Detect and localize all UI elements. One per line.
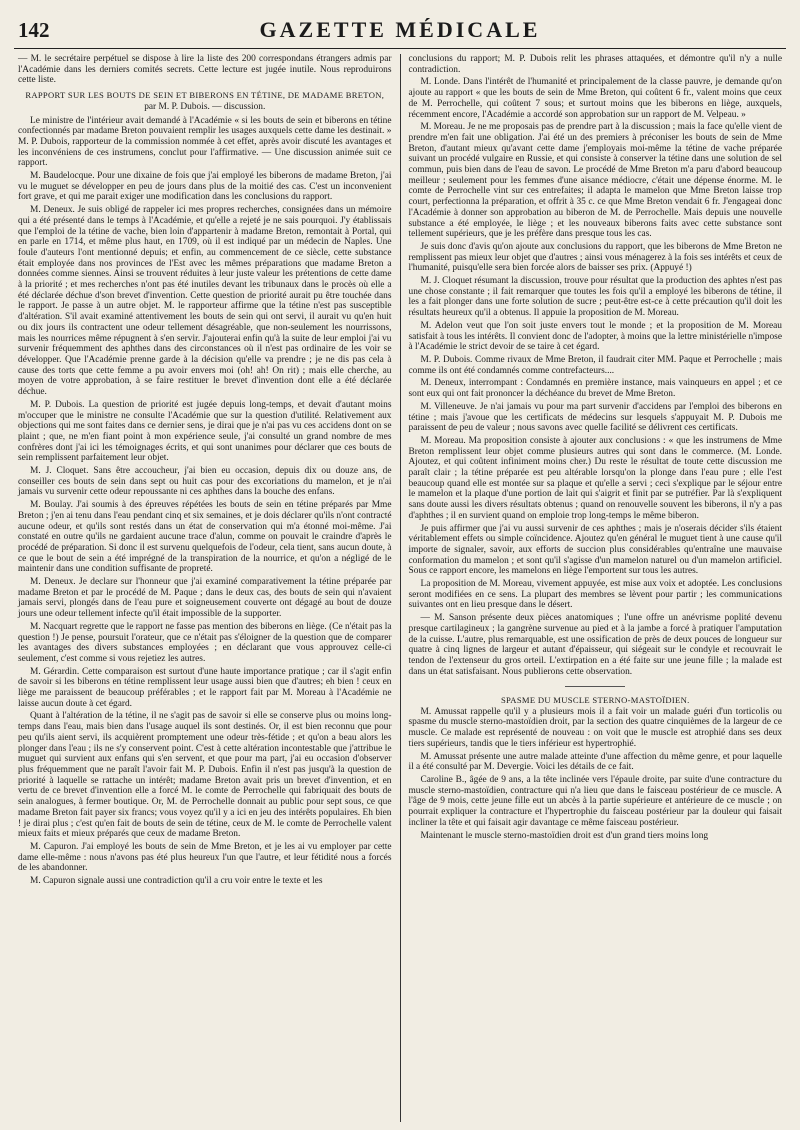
paragraph: Quant à l'altération de la tétine, il ne s'agit pas de savoir si elle se conserve plus ou moins long-temps dans l'eau, mais bien dans l'usage auquel ils sont destinés. Or, il est bien reconnu que pour peu qu'ils aient servi, ils acquièrent promptement une odeur très-fétide ; et qu'on a beau alors les plonger dans l'eau ; ils ne s'y conservent point. C'est à cette altération incontestable que j'attribue le muguet qui survient aux enfans qui s'en servent, et que pour ma part, j'ai eu occasion d'observer plus fréquemment que ne paraît l'avoir fait M. P. Dubois. Enfin il n'est pas jusqu'à la question de priorité à laquelle se rattache un intérêt; madame Breton avait pris un brevet d'invention, et en vertu de ce brevet d'invention elle a forcé M. le comte de Perrochelle qui fabriquait des bouts de sein analogues, à fermer boutique. Or, M. de Perrochelle donnait au public pour sept sous, ce que madame Breton fait payer six francs; vous voyez qu'il y a ici en jeu des intérêts populaires. Eh bien ! je dirai plus ; c'est qu'en fait de bouts de sein de tétine, ceux de M. le comte de Perrochelle valent mieux faits et mieux préparés que ceux de madame Breton. [18,711,392,840]
paragraph: M. P. Dubois. Comme rivaux de Mme Breton, il faudrait citer MM. Paque et Perrochelle ; mais comme ils ont été condamnés comme contrefacteurs.... [408,354,782,376]
paragraph: M. Villeneuve. Je n'ai jamais vu pour ma part survenir d'accidens par l'emploi des biberons en tétine ; mais j'avoue que les certificats de médecins sur lesquels s'appuyait M. P. Dubois me paraissent de peu de valeur ; nous savons avec quelle facilité se délivrent ces certificats. [408,401,782,434]
paragraph: M. Londe. Dans l'intérêt de l'humanité et principalement de la classe pauvre, je demande qu'on ajoute au rapport « que les bouts de sein de Mme Breton, qui coûtent 6 fr., valent moins que ceux de M. Perrochelle, qui coûtent 7 sous; et surtout moins que les biberons en liège, auxquels, récemment encore, l'Académie a accordé son approbation sur un rapport de M. Velpeau. » [408,77,782,120]
paragraph: Le ministre de l'intérieur avait demandé à l'Académie « si les bouts de sein et biberons en tétine confectionnés par madame Breton pouvaient remplir les usages auxquels cette dame les destinait. » M. P. Dubois, rapporteur de la commission nommée à cet effet, après avoir discuté les avantages et les inconvéniens de ces instrumens, conclut pour l'affirmative. — Une discussion animée suit ce rapport. [18,115,392,169]
paragraph: M. Amussat présente une autre malade atteinte d'une affection du même genre, et pour laquelle il a été consulté par M. Devergie. Voici les détails de ce fait. [408,751,782,773]
paragraph: M. Capuron. J'ai employé les bouts de sein de Mme Breton, et je les ai vu employer par cette dame elle-même : nous n'avons pas été plus heureux l'un que l'autre, et leur fétidité nous a forcés de les abandonner. [18,841,392,874]
paragraph: M. Gérardin. Cette comparaison est surtout d'une haute importance pratique ; car il s'agit enfin de savoir si les biberons en tétine remplissent leur usage aussi bien que d'autres; eh bien ! ceux en liège me paraissent de beaucoup préférables ; et le rapport fait par M. Moreau à l'Académie ne laisse aucun doute à cet égard. [18,666,392,709]
paragraph: M. Nacquart regrette que le rapport ne fasse pas mention des biberons en liège. (Ce n'était pas la question !) Je pense, poursuit l'orateur, que ce n'était pas s'éloigner de la question que de comparer les avantages des divers substances employées ; en déclarant que vous approuvez celle-ci seulement, c'est comme si vous rejetiez les autres. [18,621,392,664]
spasm-section-heading: SPASME DU MUSCLE STERNO-MASTOÏDIEN. [500,695,690,706]
paragraph: conclusions du rapport; M. P. Dubois relit les phrases attaquées, et démontre qu'il n'y a nulle contradiction. [408,54,782,75]
paragraph: M. Adelon veut que l'on soit juste envers tout le monde ; et la proposition de M. Moreau satisfait à tous les intérêts. Il convient donc de l'adopter, à moins que la lettre ministérielle n'impose à l'Académie le strict devoir de se taire à cet égard. [408,320,782,353]
paragraph: M. P. Dubois. La question de priorité est jugée depuis long-temps, et devait d'autant moins m'occuper que le ministre ne consulte l'Académie que sur la question d'utilité. Relativement aux objections qui me sont faites dans ce dernier sens, je dirai que je n'ai pas vu ces accidens dont on se plaint ; que, ne m'en fiant point à mon expérience seule, j'ai consulté un grand nombre de mes confrères dont j'ai ici les témoignages écrits, et qui sont unanimes pour déclarer que ces bouts de sein remplissent parfaitement leur objet. [18,399,392,464]
section-divider [409,680,783,691]
paragraph: — M. Sanson présente deux pièces anatomiques ; l'une offre un anévrisme poplité devenu presque cartilagineux ; la gangrène survenue au pied et à la jambe a forcé à pratiquer l'amputation de la cuisse. L'autre, plus remarquable, est une ossification de près de deux pouces de longueur sur quatre à cinq lignes de largeur et autant d'épaisseur, qui siégeait sur le condyle et recouvrait le tendon de l'extenseur du gros orteil. L'extirpation en a été faite sur une jeune fille ; la malade est dans un état satisfaisant. Nous publierons cette observation. [408,613,782,677]
paragraph: M. J. Cloquet. Sans être accoucheur, j'ai bien eu occasion, depuis dix ou douze ans, de conseiller ces bouts de sein dans sept ou huit cas pour des excoriations du mamelon, et je n'ai jamais vu survenir cette odeur repoussante ni ces aphthes dans la bouche des enfans. [18,466,392,498]
paragraph: M. Amussat rappelle qu'il y a plusieurs mois il a fait voir un malade guéri d'un torticolis ou spasme du muscle sterno-mastoïdien droit, par la section des quatre cinquièmes de la largeur de ce muscle. Ce malade est représenté de nouveau : on voit que le muscle est atrophié dans ses deux tiers supérieurs, tandis que le tiers inférieur est hypertrophié. [408,706,782,749]
left-column [14,54,401,1122]
paragraph: Je suis donc d'avis qu'on ajoute aux conclusions du rapport, que les biberons de Mme Breton ne remplissent pas mieux leur objet que d'autres ; ainsi vous ménagerez à la fois ses intérêts et ceux de l'humanité, puisqu'elle sera bien forcée alors de baisser ses prix. (Appuyé !) [408,241,782,274]
paragraph: Je puis affirmer que j'ai vu aussi survenir de ces aphthes ; mais je n'oserais décider s'ils étaient véritablement effets ou simple coïncidence. Ajoutez qu'en général le muguet tient à une cause qu'il importe de signaler, savoir, aux efforts de succion plus considérables qu'entraîne une mauvaise conformation du mamelon ; et sont qu'il s'agisse d'un mamelon naturel ou d'un mamelon artificiel. Sous ce rapport encore, les mamelons en liège l'emportent sur tous les autres. [408,523,782,577]
paragraph: M. Deneux. Je suis obligé de rappeler ici mes propres recherches, consignées dans un mémoire qui a été présenté dans le temps à l'Académie, et qu'elle a rejeté je ne sais pourquoi. J'y établissais que l'emploi de la tétine de vache, bien loin d'appartenir à madame Breton, remontait à Portal, qui en parle en 1714, et même plus haut, en 1709, où il est indiqué par un médecin de Naples. Une foule d'auteurs l'ont mentionné depuis; et enfin, au commencement de ce siècle, cette substance était employée dans nos provinces de l'Est avec les mêmes préparations que madame Breton a données comme siennes. Ainsi se trouvent réduites à leur juste valeur les prétentions de cette dame à la priorité ; et mes recherches n'ont pas été inutiles devant les tribunaux dans le procès où elle a été déclarée déchue d'son brevet d'invention. Cette question de priorité aurait pu être touchée dans le rapport. Je passe à un autre objet. M. le rapporteur affirme que la tétine n'est pas susceptible d'altération. S'il avait examiné attentivement les bouts de sein qui ont servi, il aurait vu qu'en huit ou dix jours ils contractent une odeur tellement désagréable, que non-seulement les nourrissons, mais les nourrices même répugnent à s'en servir. J'ajouterai enfin qu'à la suite de leur emploi j'ai vu survenir fréquemment des aphthes dans des circonstances où il n'est pas ordinaire de les voir se développer. Que l'Académie prenne garde à la décision qu'elle va prendre ; je ne dis pas cela à cause des torts que cette femme a pu avoir envers moi (oh! ah! On rit) ; mais elle cherche, au moyen de votre approbation, à se faire restituer le brevet d'invention dont elle a été déclarée déchue. [18,205,392,398]
report-heading: RAPPORT SUR LES BOUTS DE SEIN ET BIBERONS EN TÉTINE, DE MADAME BRETON, [25,90,385,101]
paragraph: M. J. Cloquet résumant la discussion, trouve pour résultat que la production des aphtes n'est pas une chose constante ; il fait remarquer que toutes les fois qu'il a employé les biberons de tétine, il les a fait plonger dans une forte solution de sucre ; peut-être est-ce à cette précaution qu'il doit les résultats heureux qu'il a obtenus. Il appuie la proposition de M. Moreau. [408,276,782,319]
paragraph: M. Moreau. Ma proposition consiste à ajouter aux conclusions : « que les instrumens de Mme Breton remplissent leur objet comme plusieurs autres qui sont dans le commerce. (M. Londe. Ajoutez, et qui coûtent infiniment moins cher.) Du reste le résultat de toute cette discussion me paraît clair ; la tétine préparée est peu altérable lorsqu'on la plonge dans l'eau pure ; elle l'est beaucoup quand elle est montée sur sa plaque et qu'elle a servi ; ceci s'explique par le séjour entre le mamelon et la plaque d'une portion de lait qui s'aigrit et finit par se putréfier. Par là s'expliquent sans doute aussi les divers résultats obtenus ; quand on renouvelle souvent les biberons, il n'y a pas d'aphthes ; il en survient quand on emploie trop long-temps le même biberon. [408,435,782,521]
paragraph: Caroline B., âgée de 9 ans, a la tête inclinée vers l'épaule droite, par suite d'une contracture du muscle sterno-mastoïdien, contracture qui n'a lieu que dans le faisceau postérieur de ce muscle. A l'âge de 9 mois, cette jeune fille eut un abcès à la partie supérieure et antérieure de ce muscle ; on pourrait expliquer la contracture et l'hypertrophie du faisceau postérieur par la douleur qui faisait incliner la tête et qui faisait agir davantage ce même faisceau postérieur. [408,775,782,828]
paragraph: Maintenant le muscle sterno-mastoïdien droit est d'un grand tiers moins long [420,830,709,841]
intro-paragraph: — M. le secrétaire perpétuel se dispose à lire la liste des 200 correspondans étrangers admis par l'Académie dans les derniers comités secrets. Cette lecture est jugée inutile. Nous reproduirons cette liste. [18,54,392,86]
paragraph: M. Deneux, interrompant : Condamnés en première instance, mais vainqueurs en appel ; et ce sont eux qui ont fait prononcer la déchéance du brevet de Mme Breton. [408,378,782,400]
page-number: 142 [18,18,50,42]
journal-title: GAZETTE MÉDICALE [259,17,541,42]
paragraph: M. Deneux. Je declare sur l'honneur que j'ai examiné comparativement la tétine préparée par madame Breton et par le procédé de M. Paque ; dans le deux cas, des bouts de sein qui n'avaient jamais servi, plongés dans de l'eau pure et soigneusement couverte ont dégagé au bout de douze jours une odeur tellement infecte qu'il était impossible de la supporter. [18,577,392,620]
right-column [401,54,787,1122]
paragraph: M. Capuron signale aussi une contradiction qu'il a cru voir entre le texte et les [30,876,323,887]
page-header [14,14,786,49]
paragraph: La proposition de M. Moreau, vivement appuyée, est mise aux voix et adoptée. Les conclusions seront modifiées en ce sens. La plupart des membres se lèvent pour partir ; les communications suivantes ont en lieu presque dans le désert. [408,579,782,611]
article-columns [14,54,786,1122]
report-byline: par M. P. Dubois. — discussion. [144,101,266,112]
paragraph: M. Moreau. Je ne me proposais pas de prendre part à la discussion ; mais la face qu'elle vient de prendre m'en fait une obligation. J'ai été un des premiers à préconiser les bouts de sein de Mme Breton, d'autant mieux qu'avant cette dame j'employais moi-même la tétine de vache préparée suivant un procédé vulgaire en Russie, et qui consiste à conserver la tétine dans une solution de sel commun, puis bien dans de l'eau de savon. Le procédé de Mme Breton m'a paru d'abord beaucoup meilleur ; seulement pour les femmes d'une aisance médiocre, c'était une dépense énorme. M. le comte de Perrochelle vint sur ces entrefaites; il adapta le mamelon que Mme Breton laisse trop court, perfectionna la préparation, et offrit à 35 c. ce que Mme Breton vendait 6 fr. J'engageai donc l'Académie à donner son approbation au biberon de M. de Perrochelle. Mais depuis une nouvelle substance a été employée, le liège ; et les nouveaux biberons faits avec cette substance sont tellement supérieurs, que je les préfère dans presque tous les cas. [408,122,782,240]
paragraph: M. Boulay. J'ai soumis à des épreuves répétées les bouts de sein en tétine préparés par Mme Breton ; j'en ai tenu dans l'eau pendant cinq et six semaines, et je dois déclarer qu'ils n'ont contracté aucune odeur, et qu'ils sont restés dans un état de conservation qui m'a étonné moi-même. J'ai constaté en outre qu'ils ne gardaient aucune trace d'alun, comme on pouvait le craindre d'après le procédé de préparation. Si donc il est survenu quelquefois de l'odeur, cela tient, sans aucun doute, à ce que le bout de sein a été imprégné de la transpiration de la nourrice, et qu'on a négligé de le maintenir dans une condition suffisante de propreté. [18,500,392,575]
paragraph: M. Baudelocque. Pour une dixaine de fois que j'ai employé les biberons de madame Breton, j'ai vu le muguet se développer en peu de jours dans plus de la moitié des cas. C'est un inconvenient fort grave, et qui me parait exiger une modification dans les conclusions du rapport. [18,171,392,203]
